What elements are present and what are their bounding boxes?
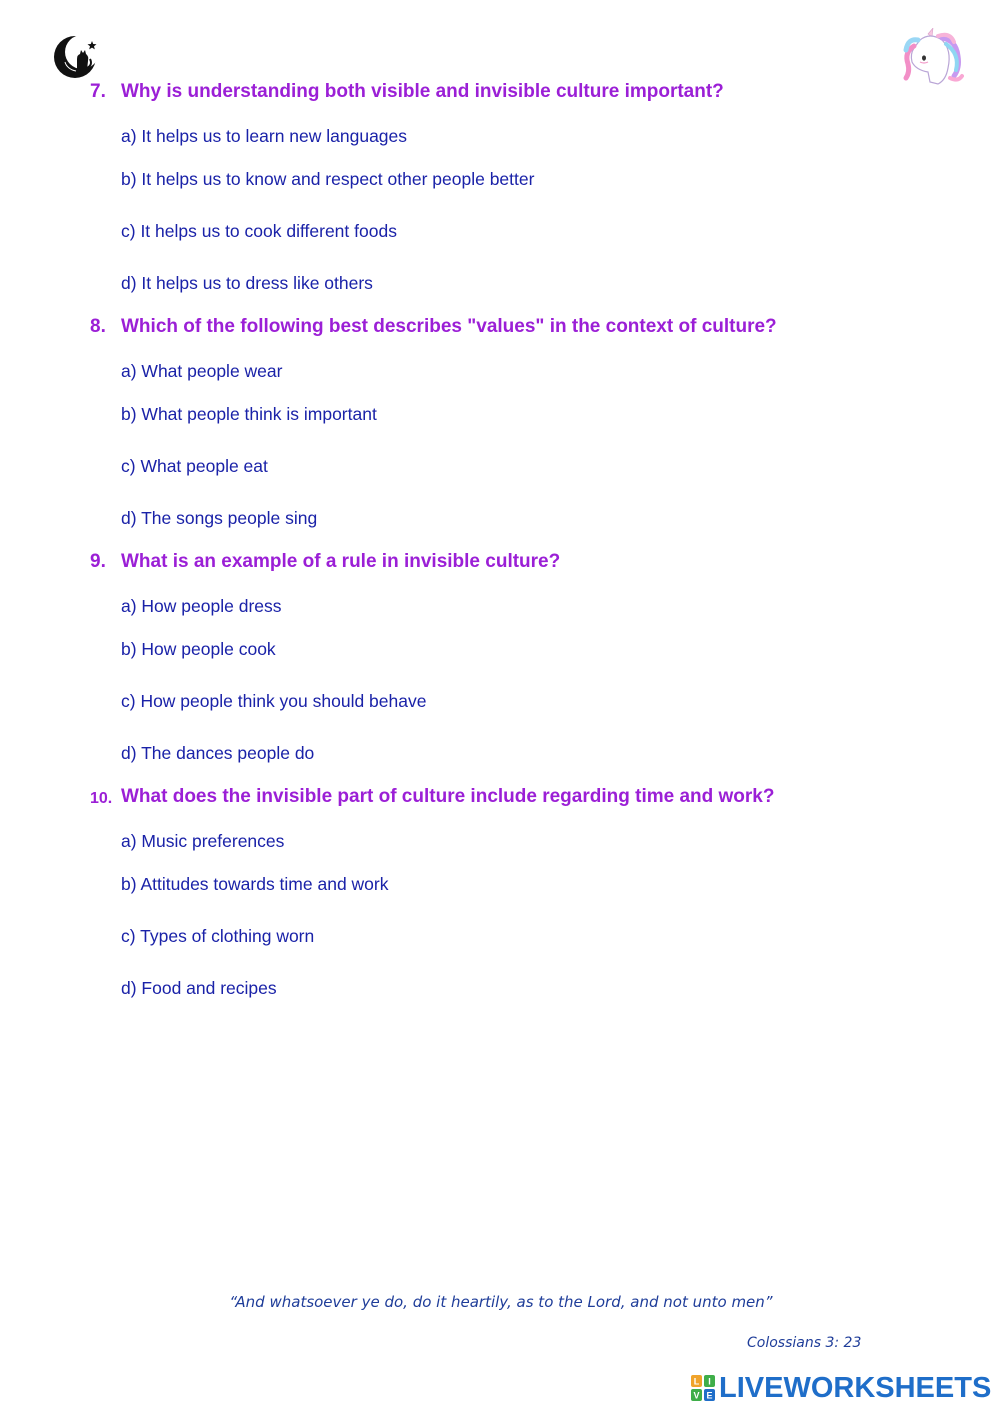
question-number: 9.	[90, 551, 106, 572]
quote-reference: Colossians 3: 23	[747, 1335, 862, 1351]
brand-name: LIVEWORKSHEETS	[719, 1372, 992, 1404]
svg-text:I: I	[708, 1376, 711, 1387]
answer-option[interactable]: d) The songs people sing	[121, 508, 318, 528]
answer-option[interactable]: a) Music preferences	[121, 831, 285, 851]
question-text: What does the invisible part of culture include regarding time and work?	[121, 786, 775, 807]
answer-option[interactable]: d) The dances people do	[121, 743, 315, 763]
question-number: 10.	[90, 790, 113, 807]
quote-text: “And whatsoever ye do, do it heartily, as to the Lord, and not unto men”	[229, 1293, 773, 1311]
question-number: 7.	[90, 81, 106, 102]
answer-option[interactable]: c) It helps us to cook different foods	[121, 221, 397, 241]
question-number: 8.	[90, 316, 106, 337]
liveworksheets-brand[interactable]	[690, 1372, 991, 1404]
answer-option[interactable]: a) How people dress	[121, 596, 282, 616]
liveworksheets-logo-icon	[690, 1374, 716, 1402]
answer-option[interactable]: b) It helps us to know and respect other people better	[121, 169, 535, 189]
answer-option[interactable]: b) What people think is important	[121, 404, 377, 424]
answer-option[interactable]: c) Types of clothing worn	[121, 926, 315, 946]
answer-option[interactable]: d) It helps us to dress like others	[121, 273, 373, 293]
crescent-moon-cat-icon	[52, 32, 102, 82]
answer-option[interactable]: a) What people wear	[121, 361, 283, 381]
svg-text:E: E	[706, 1390, 713, 1401]
svg-text:L: L	[693, 1376, 700, 1387]
footer-quote	[0, 1292, 999, 1312]
answer-option[interactable]: c) How people think you should behave	[121, 691, 427, 711]
answer-option[interactable]: b) Attitudes towards time and work	[121, 874, 389, 894]
unicorn-head-icon	[900, 28, 964, 90]
answer-option[interactable]: a) It helps us to learn new languages	[121, 126, 408, 146]
answer-option[interactable]: b) How people cook	[121, 639, 276, 659]
question-text: Which of the following best describes "values" in the context of culture?	[121, 316, 777, 337]
answer-option[interactable]: d) Food and recipes	[121, 978, 277, 998]
svg-text:V: V	[693, 1390, 700, 1401]
answer-option[interactable]: c) What people eat	[121, 456, 268, 476]
question-text: What is an example of a rule in invisible culture?	[121, 551, 561, 572]
question-text: Why is understanding both visible and invisible culture important?	[121, 81, 724, 102]
